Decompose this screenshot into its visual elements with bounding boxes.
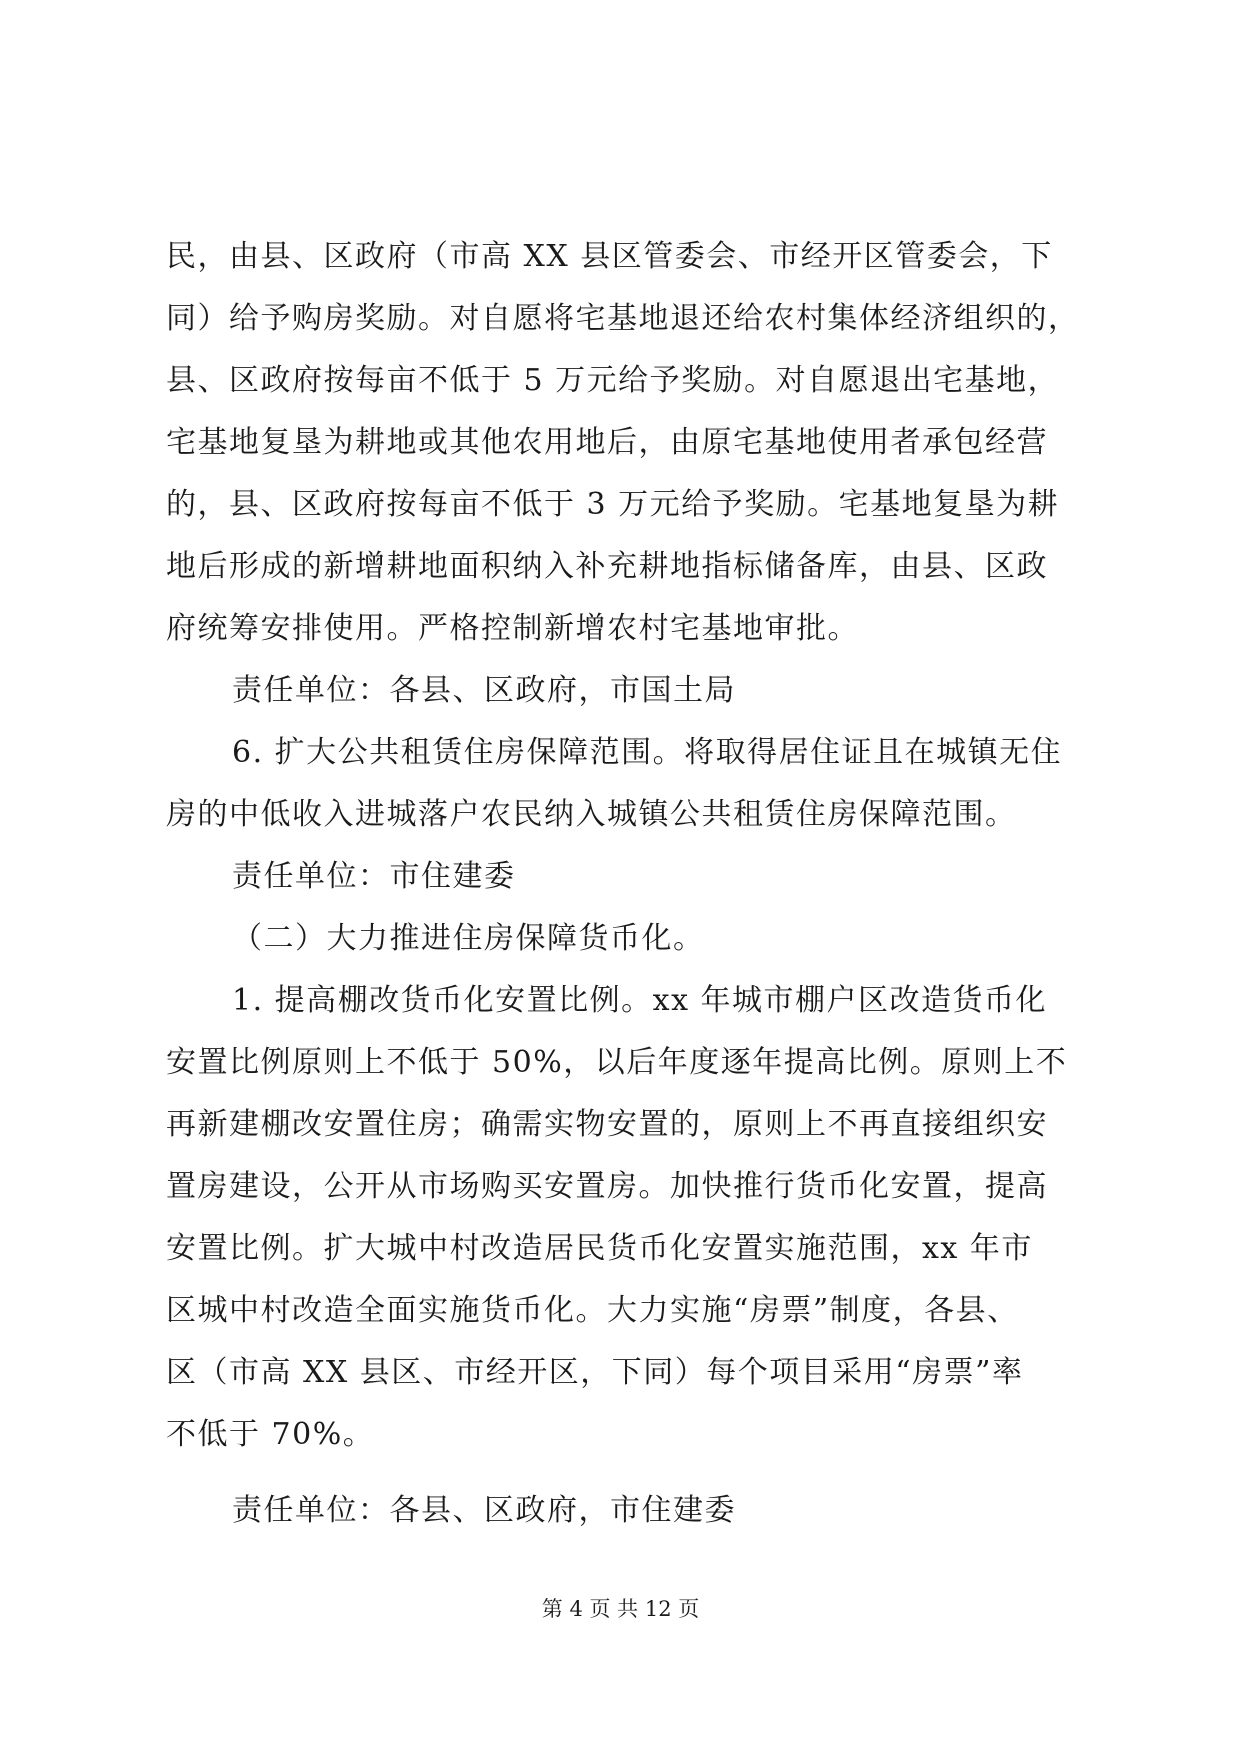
- paragraph-line: 县、区政府按每亩不低于 5 万元给予奖励。对自愿退出宅基地，: [166, 363, 1060, 398]
- paragraph-line: 区城中村改造全面实施货币化。大力实施“房票”制度，各县、: [166, 1293, 1019, 1328]
- section-heading-line: （二）大力推进住房保障货币化。: [232, 921, 705, 956]
- paragraph-line: 置房建设，公开从市场购买安置房。加快推行货币化安置，提高: [166, 1169, 1048, 1204]
- paragraph-line: 同）给予购房奖励。对自愿将宅基地退还给农村集体经济组织的，: [166, 301, 1080, 336]
- responsibility-line: 责任单位：各县、区政府，市国土局: [232, 673, 736, 708]
- document-body: [166, 226, 1080, 1542]
- paragraph-line: 宅基地复垦为耕地或其他农用地后，由原宅基地使用者承包经营: [166, 425, 1048, 460]
- paragraph-line: 再新建棚改安置住房；确需实物安置的，原则上不再直接组织安: [166, 1107, 1048, 1142]
- item-heading-line: 6. 扩大公共租赁住房保障范围。将取得居住证且在城镇无住: [232, 735, 1063, 770]
- paragraph-line: 安置比例。扩大城中村改造居民货币化安置实施范围，xx 年市: [166, 1231, 1033, 1266]
- paragraph-line: 的，县、区政府按每亩不低于 3 万元给予奖励。宅基地复垦为耕: [166, 487, 1060, 522]
- paragraph-line: 区（市高 XX 县区、市经开区，下同）每个项目采用“房票”率: [166, 1355, 1024, 1390]
- paragraph-line: 不低于 70%。: [166, 1417, 375, 1452]
- responsibility-line: 责任单位：市住建委: [232, 859, 516, 894]
- responsibility-line: 责任单位：各县、区政府，市住建委: [232, 1493, 736, 1528]
- paragraph-line: 房的中低收入进城落户农民纳入城镇公共租赁住房保障范围。: [166, 797, 1017, 832]
- item-heading-line: 1. 提高棚改货币化安置比例。xx 年城市棚户区改造货币化: [232, 983, 1048, 1018]
- paragraph-line: 地后形成的新增耕地面积纳入补充耕地指标储备库，由县、区政: [166, 549, 1048, 584]
- paragraph-line: 民，由县、区政府（市高 XX 县区管委会、市经开区管委会，下: [166, 239, 1053, 274]
- paragraph-line: 府统筹安排使用。严格控制新增农村宅基地审批。: [166, 611, 859, 646]
- page-number-footer: 第 4 页 共 12 页: [541, 1597, 700, 1621]
- paragraph-line: 安置比例原则上不低于 50%，以后年度逐年提高比例。原则上不: [166, 1045, 1068, 1080]
